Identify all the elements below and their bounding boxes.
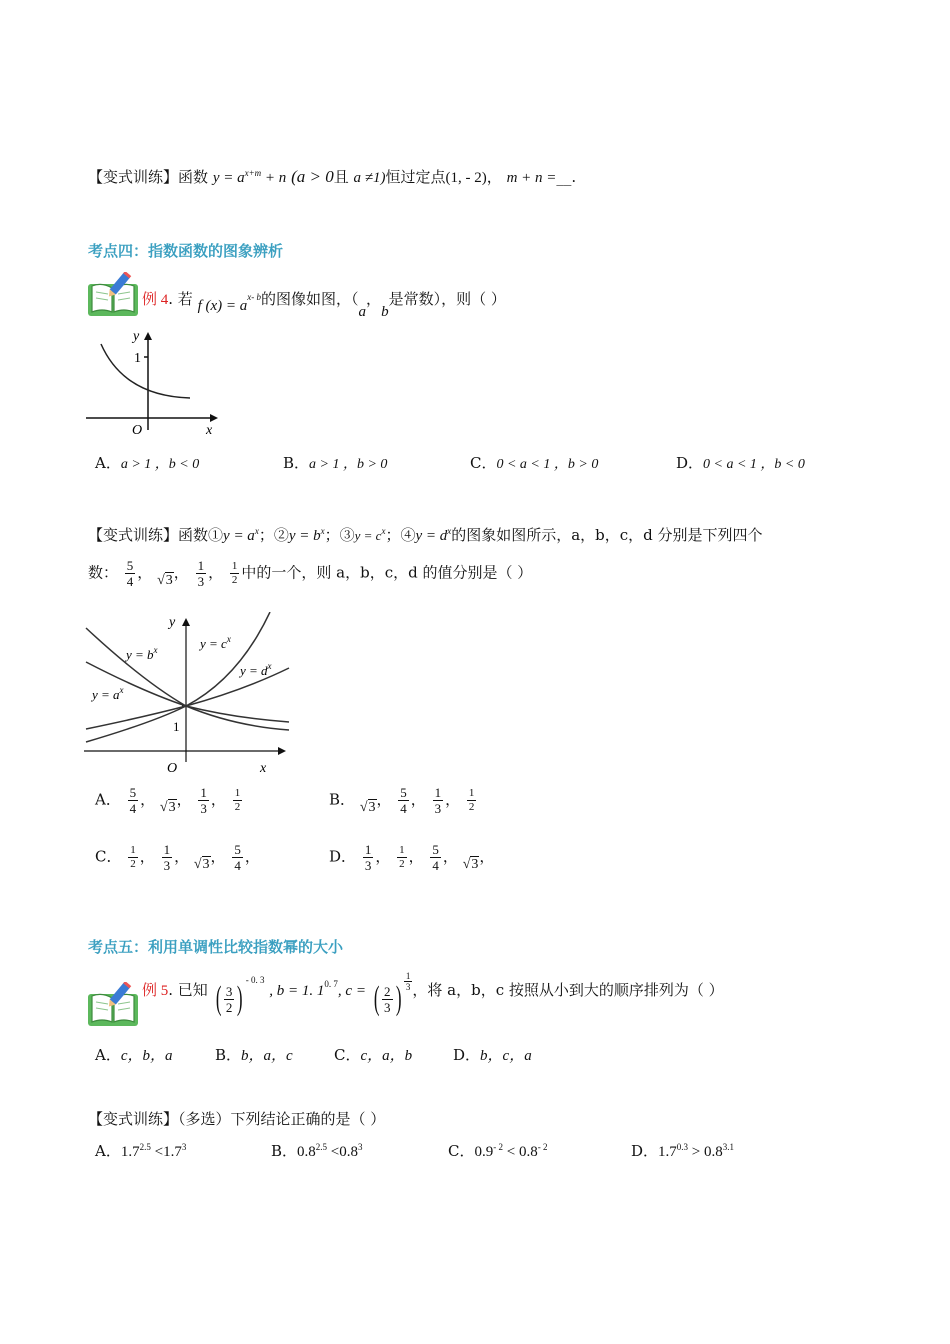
origin-label: O: [132, 423, 143, 438]
section-heading-5: 考点五：利用单调性比较指数幂的大小: [88, 938, 344, 956]
option-b[interactable]: B．$0.8^{2.5} <0.8^3$: [271, 1142, 363, 1160]
example-4-graph: [84, 326, 224, 438]
tick-1-label: 1: [134, 351, 141, 366]
example-5-line: 例 5. 已知 ( $\frac{3}{2}$ ) $^{- 0. 3}$ , b = 1. $1^{0. 7}$, c = ( $\frac{2}{3}$ ) $\frac{1}{3}$ ，将 a，b，c 按照从小到大的顺序排列为（ ）: [142, 970, 724, 1017]
option-b[interactable]: B． √3， $\frac{5}{4}$ ， $\frac{1}{3}$ ， $\frac{1}{2}$: [329, 785, 475, 816]
variant-2-graph: [84, 612, 294, 778]
option-a[interactable]: A． $\frac{5}{4}$ ， √3， $\frac{1}{3}$ ， $\frac{1}{2}$: [95, 785, 241, 816]
option-a[interactable]: A．$1.7^{2.5} <1.7^3$: [95, 1142, 187, 1160]
option-d[interactable]: D．$1.7^{0.3} > 0.8^{3.1}$: [631, 1142, 734, 1160]
option-c[interactable]: C．0 < a < 1 ，b > 0: [470, 454, 599, 472]
origin-label: O: [167, 761, 178, 776]
option-a[interactable]: A．c，b，a: [95, 1046, 173, 1064]
option-b[interactable]: B．a > 1 ，b > 0: [283, 454, 388, 472]
variant-2-line-2: 数： $\frac{5}{4}$ ， √3， $\frac{1}{3}$ ， $\frac{1}{2}$ 中的一个，则 a，b，c，d 的值分别是（ ）: [88, 558, 533, 589]
option-b[interactable]: B．b，a，c: [215, 1046, 293, 1064]
option-d[interactable]: D． $\frac{1}{3}$ ， $\frac{1}{2}$ ， $\frac{5}{4}$ ， √3，: [329, 842, 495, 873]
variant-2-line-1: 【变式训练】函数①y = $a^x$；②y = $b^x$；③y = $c^x$；④y = $d^x$的图象如图所示，a，b，c，d 分别是下列四个: [88, 526, 763, 544]
option-c[interactable]: C．c，a，b: [334, 1046, 413, 1064]
label-c: $y = c^x$: [200, 634, 231, 651]
variant-label: 【变式训练】: [88, 168, 179, 186]
label-b: $y = b^x$: [126, 645, 158, 662]
option-d[interactable]: D．b，c，a: [453, 1046, 532, 1064]
option-c[interactable]: C． $\frac{1}{2}$ ， $\frac{1}{3}$ ， √3， $\frac{5}{4}$ ，: [95, 842, 260, 873]
example-4-line: 例 4. 若 f $(x) = a^{x- b}$的图像如图，（a，b是常数），则（ ）: [142, 290, 506, 320]
axis-x-label: x: [206, 423, 213, 438]
option-a[interactable]: A．a > 1 ，b < 0: [95, 454, 200, 472]
example-label: 例 4: [142, 292, 169, 308]
section-heading-4: 考点四：指数函数的图象辨析: [88, 242, 284, 260]
label-a: $y = a^x$: [92, 685, 124, 702]
curve-b: [86, 628, 289, 730]
option-c[interactable]: C．$0.9^{- 2} < 0.8^{- 2}$: [448, 1142, 548, 1160]
axis-y-label: y: [169, 615, 176, 630]
option-d[interactable]: D．0 < a < 1 ，b < 0: [676, 454, 805, 472]
example-label: 例 5: [142, 983, 169, 999]
book-pencil-icon: [86, 982, 140, 1028]
axis-y-label: y: [133, 329, 140, 344]
variant-3-line: 【变式训练】（多选）下列结论正确的是（ ）: [88, 1110, 386, 1128]
tick-1-label: 1: [173, 719, 180, 734]
label-d: $y = d^x$: [240, 661, 272, 678]
variant-1-line: 【变式训练】函数 $y = a^{x+m} + n$ (a > 0且 a ≠1)恒过定点(1, - 2)， m + n =__.: [88, 167, 577, 186]
axis-x-label: x: [260, 761, 267, 776]
book-pencil-icon: [86, 272, 140, 318]
